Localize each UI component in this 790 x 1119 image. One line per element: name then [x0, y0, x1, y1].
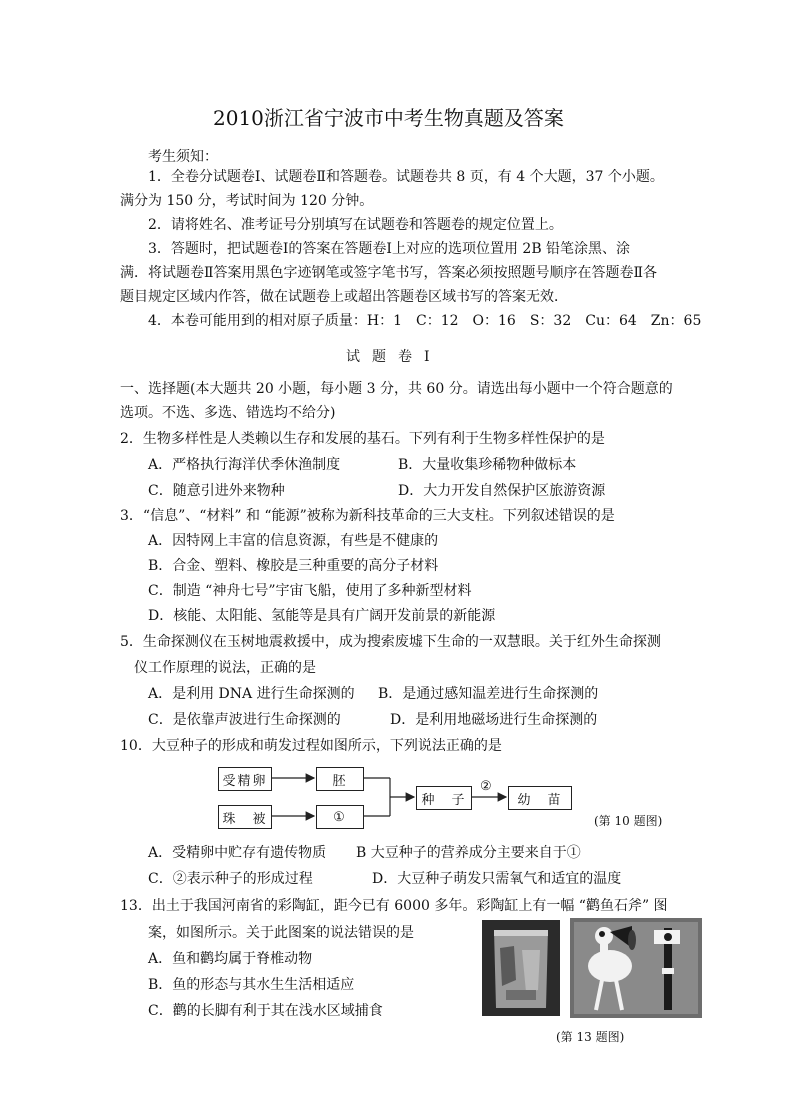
- pottery-jar-image: [482, 920, 560, 1016]
- q5-option-d: D．是利用地磁场进行生命探测的: [390, 712, 598, 728]
- q13-stem-2: 案，如图所示。关于此图案的说法错误的是: [148, 925, 414, 941]
- stork-fish-axe-drawing: [570, 918, 702, 1018]
- diagram-arrow-label-2: ②: [480, 779, 492, 794]
- q13-option-b: B．鱼的形态与其水生生活相适应: [148, 977, 355, 993]
- notice-item-3a: 3．答题时，把试题卷Ⅰ的答案在答题卷Ⅰ上对应的选项位置用 2B 铅笔涂黑、涂: [148, 241, 631, 257]
- part1-instructions-1: 一、选择题(本大题共 20 小题，每小题 3 分，共 60 分。请选出每小题中一个符合题意的: [120, 381, 673, 397]
- q5-stem-1: 5．生命探测仪在玉树地震救援中，成为搜索废墟下生命的一双慧眼。关于红外生命探测: [120, 634, 661, 650]
- q5-stem-2: 仪工作原理的说法，正确的是: [134, 660, 316, 676]
- q2-option-a: A．严格执行海洋伏季休渔制度: [148, 457, 341, 473]
- part1-instructions-2: 选项。不选、多选、错选均不给分): [120, 405, 336, 421]
- q13-option-a: A．鱼和鹳均属于脊椎动物: [148, 951, 313, 967]
- q13-option-c: C．鹳的长脚有利于其在浅水区域捕食: [148, 1003, 383, 1019]
- diagram-box-seedling: 幼 苗: [508, 786, 572, 810]
- q3-option-b: B．合金、塑料、橡胶是三种重要的高分子材料: [148, 558, 439, 574]
- q2-option-d: D．大力开发自然保护区旅游资源: [398, 483, 606, 499]
- q13-figure-caption: (第 13 题图): [556, 1030, 625, 1044]
- q2-stem: 2．生物多样性是人类赖以生存和发展的基石。下列有利于生物多样性保护的是: [120, 431, 605, 447]
- notice-item-3c: 题目规定区域内作答，做在试题卷上或超出答题卷区域书写的答案无效．: [120, 289, 568, 305]
- notice-item-2: 2．请将姓名、准考证号分别填写在试题卷和答题卷的规定位置上。: [148, 217, 563, 233]
- q10-option-c: C．②表示种子的形成过程: [148, 871, 313, 887]
- q5-option-b: B．是通过感知温差进行生命探测的: [378, 686, 599, 702]
- notice-item-3b: 满．将试题卷Ⅱ答案用黑色字迹钢笔或签字笔书写，答案必须按照题号顺序在答题卷Ⅱ各: [120, 265, 658, 281]
- notice-item-1a: 1．全卷分试题卷Ⅰ、试题卷Ⅱ和答题卷。试题卷共 8 页，有 4 个大题，37 个小题。: [148, 169, 664, 185]
- diagram-box-embryo: 胚: [316, 767, 364, 791]
- q10-option-d: D．大豆种子萌发只需氧气和适宜的温度: [372, 871, 622, 887]
- diagram-box-1: ①: [316, 805, 364, 829]
- notice-item-1b: 满分为 150 分，考试时间为 120 分钟。: [120, 193, 374, 209]
- q10-figure-caption: (第 10 题图): [594, 814, 663, 828]
- q5-option-a: A．是利用 DNA 进行生命探测的: [148, 686, 355, 702]
- q2-option-c: C．随意引进外来物种: [148, 483, 285, 499]
- q3-stem: 3．“信息”、“材料” 和 “能源”被称为新科技革命的三大支柱。下列叙述错误的是: [120, 508, 615, 524]
- pottery-jar-photo: [482, 920, 560, 1016]
- q3-option-c: C．制造 “神舟七号”宇宙飞船，使用了多种新型材料: [148, 583, 472, 599]
- page-title: 2010浙江省宁波市中考生物真题及答案: [213, 106, 564, 130]
- diagram-box-seed: 种 子: [416, 786, 472, 810]
- q10-option-a: A．受精卵中贮存有遗传物质: [148, 845, 327, 861]
- q3-option-a: A．因特网上丰富的信息资源，有些是不健康的: [148, 533, 439, 549]
- diagram-box-integument: 珠 被: [218, 805, 272, 829]
- stork-fish-axe-pattern-image: [570, 918, 702, 1018]
- q5-option-c: C．是依靠声波进行生命探测的: [148, 712, 341, 728]
- q10-option-b: B 大豆种子的营养成分主要来自于①: [356, 845, 581, 861]
- diagram-box-zygote: 受精卵: [218, 767, 272, 791]
- notice-item-4: 4．本卷可能用到的相对原子质量：H：1 C：12 O：16 S：32 Cu：64 Zn：65: [148, 313, 702, 329]
- q2-option-b: B．大量收集珍稀物种做标本: [398, 457, 577, 473]
- notice-heading: 考生须知：: [148, 149, 218, 165]
- q10-stem: 10．大豆种子的形成和萌发过程如图所示，下列说法正确的是: [120, 738, 502, 754]
- q3-option-d: D．核能、太阳能、氢能等是具有广阔开发前景的新能源: [148, 608, 496, 624]
- section-title: 试题卷Ⅰ: [346, 349, 442, 365]
- q13-stem-1: 13．出土于我国河南省的彩陶缸，距今已有 6000 多年。彩陶缸上有一幅 “鹳鱼石斧” 图: [120, 898, 668, 914]
